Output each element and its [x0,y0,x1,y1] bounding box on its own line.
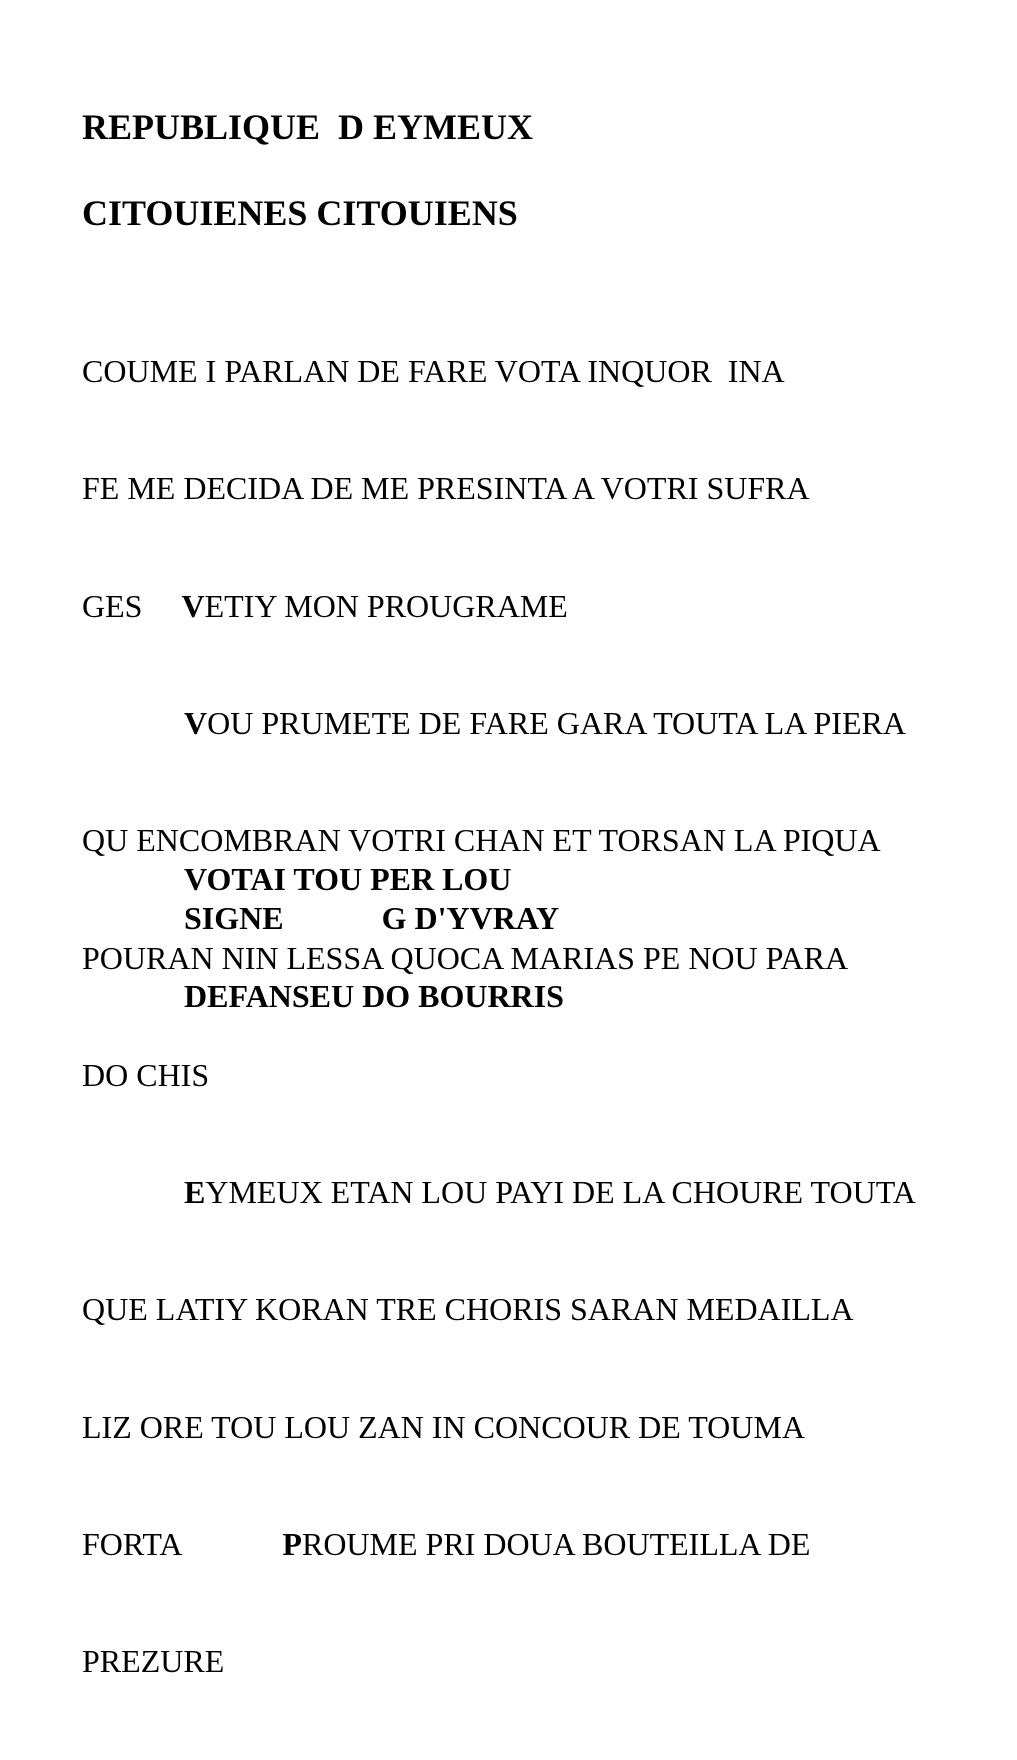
body-line-12: PREZURE [82,1643,225,1680]
signature-block [184,899,559,938]
drop-letter-e: E [184,1174,206,1211]
drop-letter-p: P [282,1526,302,1562]
body-line-10: LIZ ORE TOU LOU ZAN IN CONCOUR DE TOUMA [82,1408,805,1445]
body-line-11 [82,1525,916,1564]
body-line-5: QU ENCOMBRAN VOTRI CHAN ET TORSAN LA PIQUA [82,822,881,859]
body-line-6: POURAN NIN LESSA QUOCA MARIAS PE NOU PARA [82,939,849,976]
body-line-1: COUME I PARLAN DE FARE VOTA INQUOR INA [82,353,785,390]
closing-line-2: DEFANSEU DO BOURRIS [184,978,564,1014]
body-line-11-rest: ROUME PRI DOUA BOUTEILLA DE [301,1526,811,1562]
document-title: REPUBLIQUE D EYMEUX [82,107,534,147]
body-line-2: FE ME DECIDA DE ME PRESINTA A VOTRI SUFRA [82,470,810,507]
body-line-3-start: GES [82,587,143,624]
body-line-8-rest: YMEUX ETAN LOU PAYI DE LA CHOURE TOUTA [205,1174,916,1211]
closing-line-1: VOTAI TOU PER LOU [184,861,512,897]
body-line-3-rest: ETIY MON PROUGRAME [204,587,568,624]
drop-letter-v1: V [181,587,205,624]
body-line-11-start: FORTA [82,1526,183,1562]
body-line-4 [82,704,916,743]
body-line-7: DO CHIS [82,1056,210,1093]
signature-name: G D'YVRAY [381,900,560,936]
body-line-4-rest: OU PRUMETE DE FARE GARA TOUTA LA PIERA [207,705,906,742]
salutation: CITOUIENES CITOUIENS [82,193,518,233]
closing-slogan [184,782,564,1094]
body-line-9: QUE LATIY KORAN TRE CHORIS SARAN MEDAILLA [82,1291,854,1328]
body-line-8 [82,1173,916,1212]
signature-label: SIGNE [184,900,284,936]
body-line-3 [82,587,916,626]
drop-letter-v2: V [184,705,208,742]
